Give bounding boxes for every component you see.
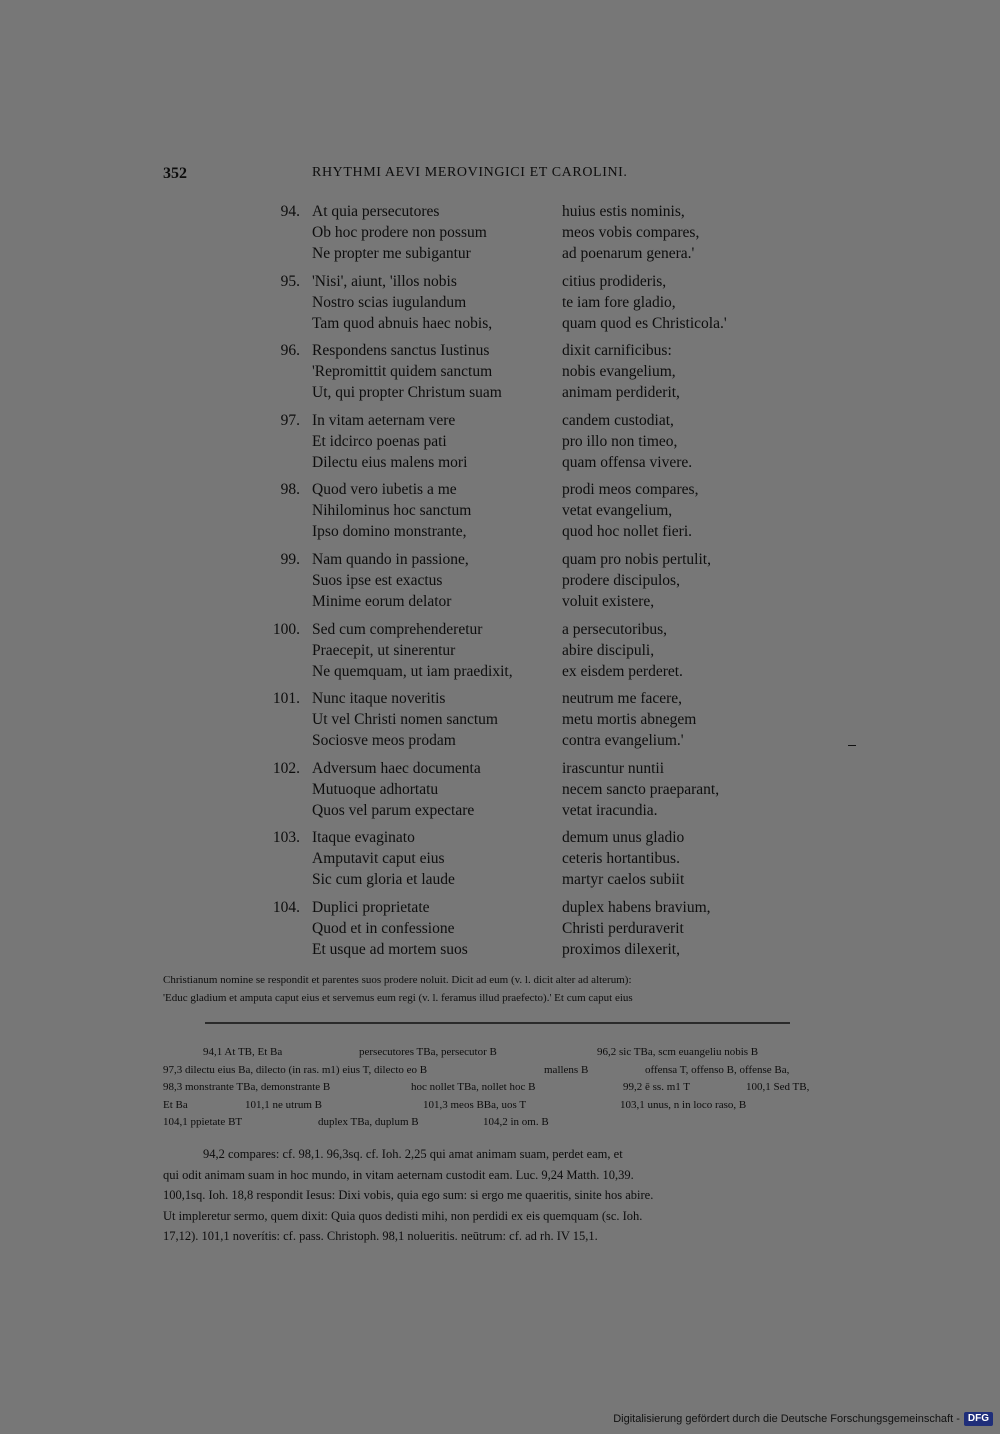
verse-first-half: Ne propter me subigantur: [312, 245, 471, 262]
verse-first-half: Minime eorum delator: [312, 593, 452, 610]
source-notes: [163, 1144, 835, 1247]
verse-number: 103.: [272, 829, 300, 847]
verse-first-half: Ipso domino monstrante,: [312, 523, 467, 541]
apparatus-note: 96,2 sic TBa, scm euangeliu nobis B: [597, 1046, 759, 1058]
verse-second-half: irascuntur nuntii: [562, 759, 665, 777]
apparatus-note: mallens B: [544, 1063, 589, 1076]
apparatus-note: 94,1 At TB, Et Ba: [203, 1046, 283, 1058]
verse-number: 102.: [272, 759, 300, 777]
verse-first-half: Quod vero iubetis a me: [312, 481, 457, 499]
verse-first-half: Tam quod abnuis haec nobis,: [312, 314, 493, 332]
verse-second-half: vetat iracundia.: [562, 801, 658, 819]
verse-first-half: Nihilominus hoc sanctum: [312, 502, 472, 520]
apparatus-line: [163, 1114, 835, 1132]
verse-second-half: demum unus gladio: [562, 829, 685, 847]
verse-first-half: Dilectu eius malens mori: [312, 453, 468, 471]
verse-second-half: quam quod es Christicola.': [562, 314, 727, 332]
apparatus-line: [163, 1062, 835, 1080]
apparatus-note: 103,1 unus, n in loco raso, B: [620, 1098, 747, 1111]
verse-first-half: Nostro scias iugulandum: [312, 293, 467, 311]
verse-first-half: Nam quando in passione,: [312, 551, 469, 568]
source-text: qui odit animam suam in hoc mundo, in vitam aeternam custodit eam. Luc. 9,24 Matth. 10,39.: [163, 1167, 634, 1182]
verse-first-half: Quos vel parum expectare: [312, 801, 475, 819]
verse-first-half: Respondens sanctus Iustinus: [312, 342, 490, 360]
apparatus-note: offensa T, offenso B, offense Ba,: [645, 1063, 790, 1076]
verse-second-half: a persecutoribus,: [562, 620, 668, 638]
verse-second-half: ceteris hortantibus.: [562, 850, 680, 868]
apparatus-note: 98,3 monstrante TBa, demonstrante B: [163, 1081, 331, 1093]
verse-first-half: Ob hoc prodere non possum: [312, 224, 487, 241]
prose-line: 'Educ gladium et amputa caput eius et servemus eum regi (v. l. feramus illud praefecto).' Et cum caput eius: [163, 992, 633, 1004]
verse-number: 96.: [280, 342, 300, 360]
verse-first-half: Mutuoque adhortatu: [312, 780, 439, 798]
running-title: RHYTHMI AEVI MEROVINGICI ET CAROLINI.: [312, 165, 628, 180]
verse-second-half: prodere discipulos,: [562, 572, 680, 589]
verse-second-half: animam perdiderit,: [562, 384, 680, 402]
verse-second-half: meos vobis compares,: [562, 224, 700, 241]
verse-first-half: At quia persecutores: [312, 203, 440, 220]
verse-first-half: Suos ipse est exactus: [312, 572, 443, 589]
apparatus-note: hoc nollet TBa, nollet hoc B: [411, 1081, 536, 1093]
verse-second-half: quod hoc nollet fieri.: [562, 523, 692, 541]
verse-number: 99.: [280, 551, 300, 568]
verse-second-half: nobis evangelium,: [562, 363, 676, 381]
verse-second-half: proximos dilexerit,: [562, 941, 680, 958]
verse-second-half: martyr caelos subiit: [562, 871, 685, 889]
verse-first-half: In vitam aeternam vere: [312, 411, 456, 429]
verse-second-half: candem custodiat,: [562, 411, 674, 429]
source-text: 100,1sq. Ioh. 18,8 respondit Iesus: Dixi vobis, quia ego sum: si ergo me quaeritis, sinite hos abire.: [163, 1188, 654, 1202]
apparatus-note: 99,2 ē ss. m1 T: [623, 1081, 691, 1093]
verse-second-half: quam offensa vivere.: [562, 453, 693, 471]
verse-first-half: Sic cum gloria et laude: [312, 871, 455, 889]
apparatus-note: duplex TBa, duplum B: [318, 1116, 419, 1128]
verse-second-half: neutrum me facere,: [562, 690, 683, 708]
verse-second-half: pro illo non timeo,: [562, 432, 678, 450]
apparatus-note: persecutores TBa, persecutor B: [359, 1046, 497, 1058]
verse-second-half: vetat evangelium,: [562, 502, 673, 520]
footnote-rule: [205, 1022, 790, 1024]
source-line: [163, 1226, 835, 1247]
dfg-logo: DFG: [964, 1412, 993, 1426]
verse-first-half: Et usque ad mortem suos: [312, 941, 468, 958]
verse-second-half: ad poenarum genera.': [562, 245, 695, 262]
critical-apparatus: [163, 1044, 835, 1132]
verse-number: 98.: [280, 481, 300, 499]
verse-first-half: Nunc itaque noveritis: [312, 690, 446, 708]
verse-first-half: Sociosve meos prodam: [312, 732, 456, 750]
verse-first-half: 'Repromittit quidem sanctum: [312, 363, 493, 381]
source-text: Ut impleretur sermo, quem dixit: Quia quos dedisti mihi, non perdidi ex eis quemquam (sc. Ioh.: [163, 1208, 643, 1223]
apparatus-note: 100,1 Sed TB,: [746, 1081, 810, 1093]
verse-first-half: Sed cum comprehenderetur: [312, 620, 483, 638]
apparatus-note: 104,1 ppietate BT: [163, 1116, 243, 1128]
verse-first-half: Et idcirco poenas pati: [312, 432, 447, 450]
prose-line: Christianum nomine se respondit et parentes suos prodere noluit. Dicit ad eum (v. l. dicit alter ad alterum):: [163, 974, 632, 986]
apparatus-line: [163, 1044, 835, 1062]
verse-second-half: te iam fore gladio,: [562, 293, 676, 311]
verse-first-half: Ut, qui propter Christum suam: [312, 384, 502, 402]
source-line: [163, 1206, 835, 1227]
apparatus-note: 101,1 ne utrum B: [245, 1098, 322, 1111]
verse-number: 100.: [272, 620, 300, 638]
verse-first-half: Adversum haec documenta: [312, 759, 481, 777]
source-line: [163, 1185, 835, 1206]
funding-banner[interactable]: [613, 1410, 993, 1428]
verse-first-half: Ut vel Christi nomen sanctum: [312, 711, 498, 729]
apparatus-note: Et Ba: [163, 1098, 188, 1111]
verse-first-half: Itaque evaginato: [312, 829, 415, 847]
verse-first-half: Praecepit, ut sinerentur: [312, 641, 456, 659]
verse-number: 94.: [280, 203, 300, 220]
page-number: 352: [163, 165, 187, 182]
verse-second-half: ex eisdem perderet.: [562, 662, 683, 680]
verse-first-half: 'Nisi', aiunt, 'illos nobis: [312, 272, 457, 290]
verse-first-half: Ne quemquam, ut iam praedixit,: [312, 662, 513, 680]
verse-first-half: Duplici proprietate: [312, 899, 430, 916]
margin-mark: [848, 745, 856, 746]
verse-second-half: necem sancto praeparant,: [562, 780, 720, 798]
verse-second-half: citius prodideris,: [562, 272, 667, 290]
apparatus-note: 97,3 dilectu eius Ba, dilecto (in ras. m1) eius T, dilecto eo B: [163, 1063, 428, 1076]
verse-second-half: voluit existere,: [562, 593, 655, 610]
apparatus-note: 101,3 meos BBa, uos T: [423, 1098, 527, 1111]
verse-second-half: abire discipuli,: [562, 641, 655, 659]
apparatus-note: 104,2 in om. B: [483, 1116, 549, 1128]
verse-second-half: huius estis nominis,: [562, 203, 685, 220]
verse-second-half: prodi meos compares,: [562, 481, 699, 499]
source-line: [163, 1144, 835, 1165]
verse-second-half: metu mortis abnegem: [562, 711, 697, 729]
verse-second-half: dixit carnificibus:: [562, 342, 672, 360]
verse-number: 104.: [272, 899, 300, 916]
funding-text: Digitalisierung gefördert durch die Deutsche Forschungsgemeinschaft -: [613, 1413, 960, 1425]
apparatus-line: [163, 1097, 835, 1115]
source-text: 94,2 compares: cf. 98,1. 96,3sq. cf. Ioh. 2,25 qui amat animam suam, perdet eam, et: [203, 1147, 623, 1161]
verse-number: 101.: [272, 690, 300, 708]
apparatus-line: [163, 1079, 835, 1097]
verse-first-half: Quod et in confessione: [312, 920, 455, 937]
source-line: [163, 1165, 835, 1186]
verse-number: 95.: [280, 272, 300, 290]
verse-second-half: duplex habens bravium,: [562, 899, 711, 916]
verse-second-half: Christi perduraverit: [562, 920, 684, 937]
verse-second-half: contra evangelium.': [562, 732, 684, 750]
verse-number: 97.: [280, 411, 300, 429]
verse-second-half: quam pro nobis pertulit,: [562, 551, 711, 568]
verse-first-half: Amputavit caput eius: [312, 850, 445, 868]
source-text: 17,12). 101,1 noverítis: cf. pass. Christoph. 98,1 nolueritis. neūtrum: cf. ad rh. IV 15,1.: [163, 1229, 598, 1243]
